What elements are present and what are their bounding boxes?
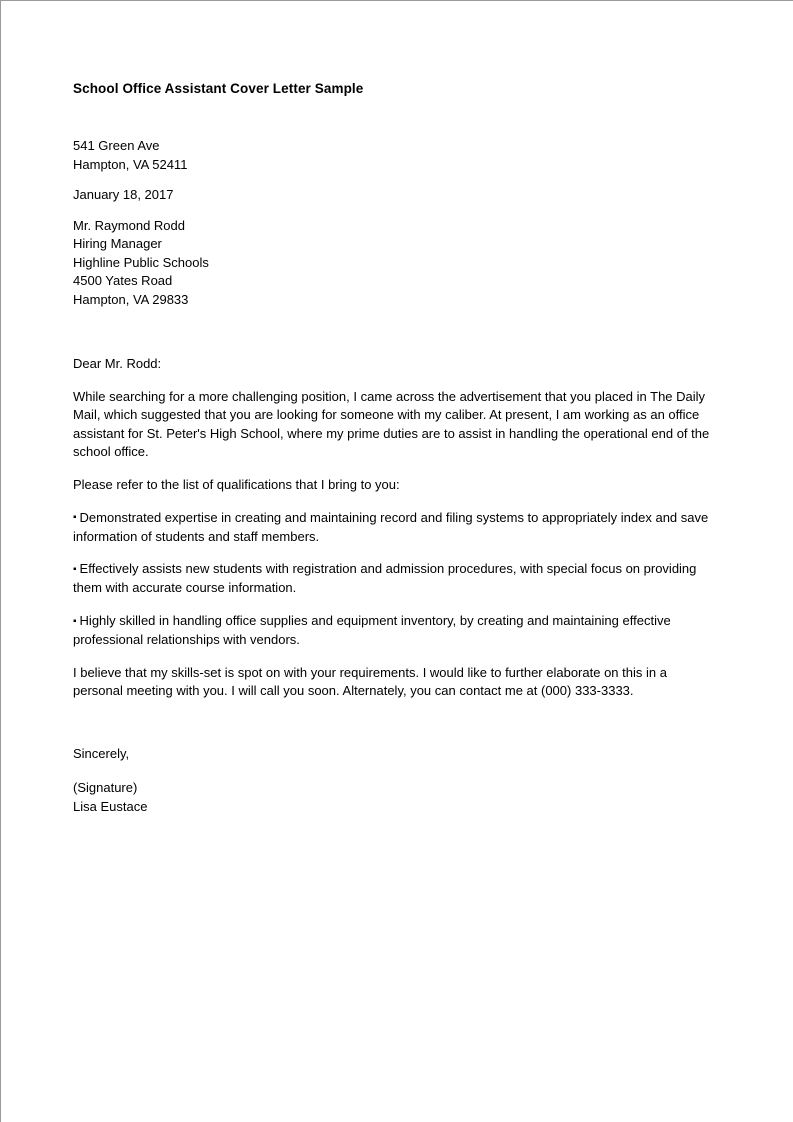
date-text: January 18, 2017 bbox=[73, 187, 174, 203]
recipient-name: Mr. Raymond Rodd bbox=[73, 217, 185, 233]
letter-body bbox=[73, 81, 713, 816]
sender-address-block bbox=[73, 137, 713, 174]
signature-placeholder: (Signature) bbox=[73, 780, 138, 796]
signature-block bbox=[73, 779, 713, 816]
qualification-bullet-2-text: Effectively assists new students with registration and admission procedures, with special focus on providing them with accurate course information. bbox=[73, 561, 697, 596]
recipient-job-title: Hiring Manager bbox=[73, 236, 162, 252]
bullet-marker-icon: ▪ bbox=[73, 512, 77, 524]
sender-city-state-zip: Hampton, VA 52411 bbox=[73, 156, 188, 172]
qualification-bullet-1-text: Demonstrated expertise in creating and maintaining record and filing systems to appropriately index and save information of students and staff members. bbox=[73, 509, 709, 544]
qualification-bullet-1 bbox=[73, 509, 713, 547]
body-paragraph-2: Please refer to the list of qualifications that I bring to you: bbox=[73, 477, 400, 493]
body-paragraph-1: While searching for a more challenging position, I came across the advertisement that you placed in The Daily Mail, which suggested that you are looking for someone with my caliber. At present, I am working as an office assistant for St. Peter's High School, where my prime duties are to assist in handling the operational end of the school office. bbox=[73, 388, 710, 460]
page-title: School Office Assistant Cover Letter Sample bbox=[73, 81, 364, 96]
recipient-city-state-zip: Hampton, VA 29833 bbox=[73, 291, 189, 307]
sender-street: 541 Green Ave bbox=[73, 138, 160, 154]
body-paragraph-3: I believe that my skills-set is spot on with your requirements. I would like to further elaborate on this in a personal meeting with you. I will call you soon. Alternately, you can contact me at (000) 333-3333. bbox=[73, 664, 667, 699]
recipient-address-block bbox=[73, 217, 713, 310]
closing-line: Sincerely, bbox=[73, 745, 130, 761]
qualification-bullet-3 bbox=[73, 612, 713, 650]
qualification-bullet-3-text: Highly skilled in handling office supplies and equipment inventory, by creating and maintaining effective professional relationships with vendors. bbox=[73, 613, 671, 648]
bullet-marker-icon: ▪ bbox=[73, 563, 77, 575]
salutation: Dear Mr. Rodd: bbox=[73, 356, 162, 372]
qualification-bullet-2 bbox=[73, 560, 713, 598]
signer-name: Lisa Eustace bbox=[73, 798, 148, 814]
letter-date bbox=[73, 186, 713, 205]
recipient-organization: Highline Public Schools bbox=[73, 254, 209, 270]
recipient-street: 4500 Yates Road bbox=[73, 273, 173, 289]
bullet-marker-icon: ▪ bbox=[73, 615, 77, 627]
